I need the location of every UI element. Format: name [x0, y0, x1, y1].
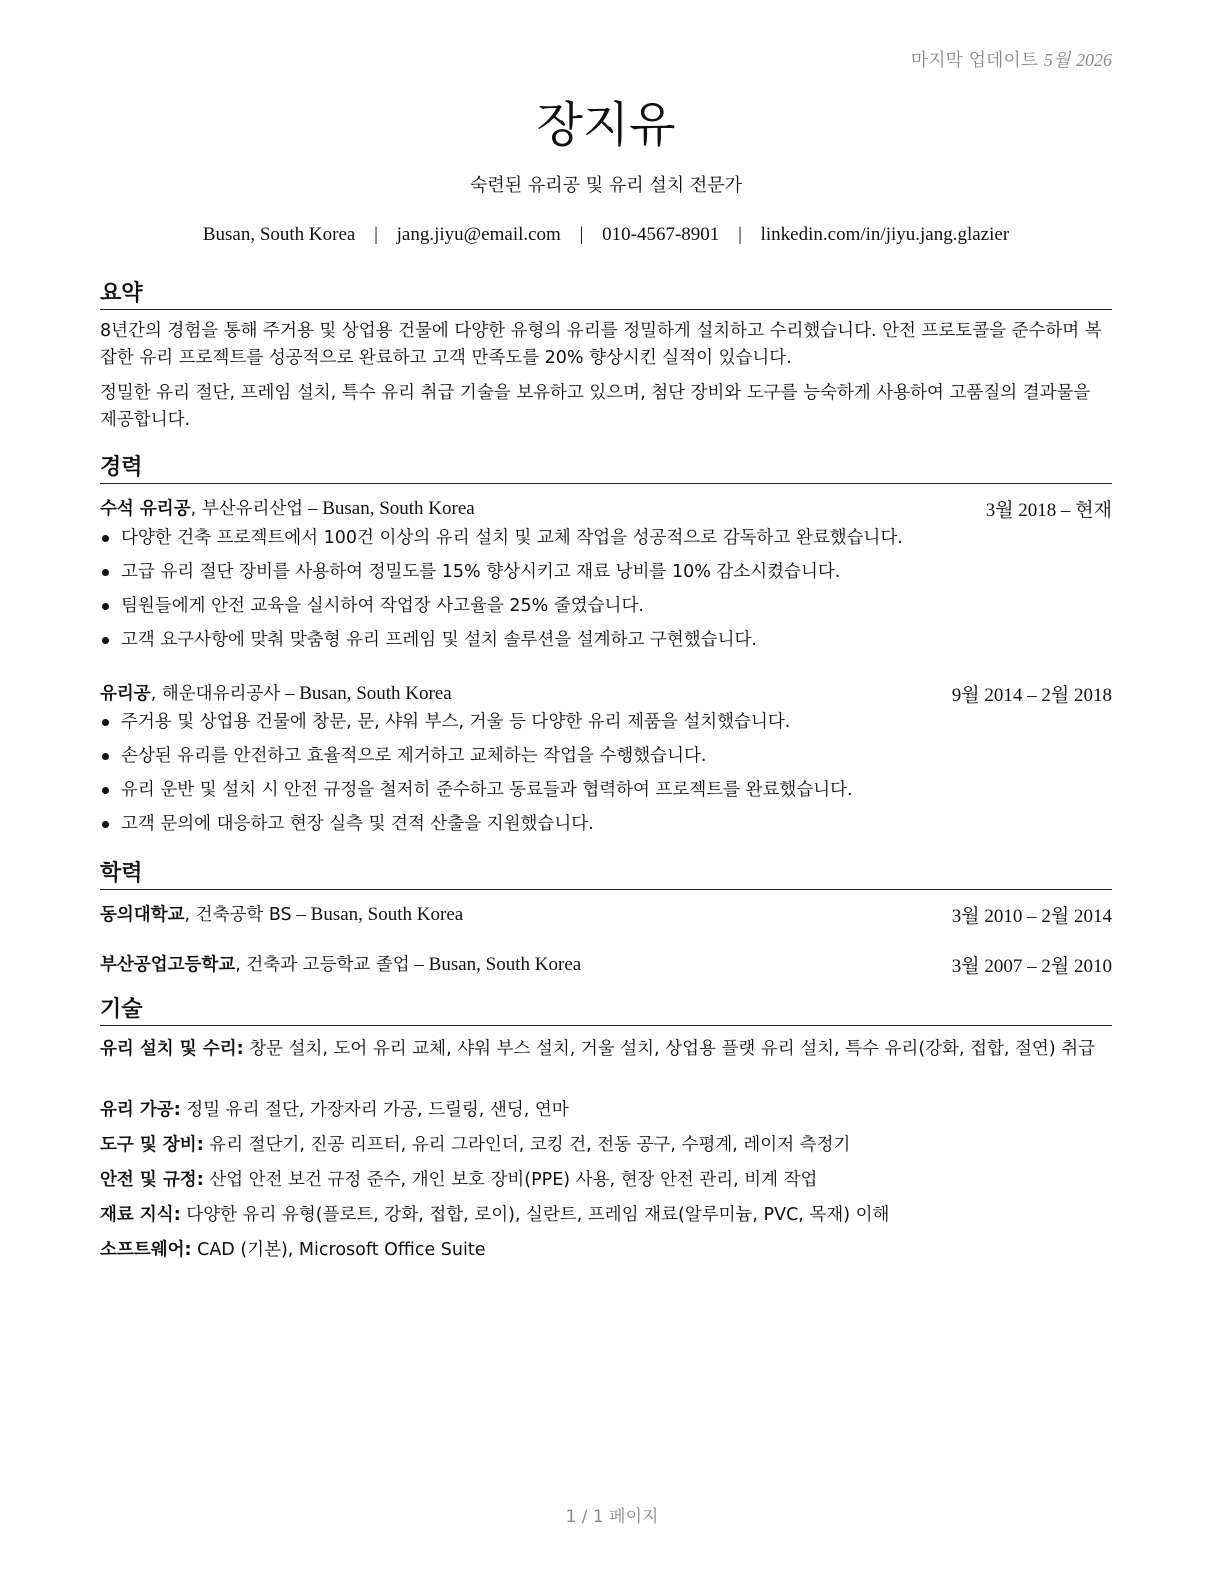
contact-separator: | — [579, 224, 584, 245]
skill-label: 소프트웨어: — [100, 1240, 192, 1260]
page-number: 1 / 1 페이지 — [565, 1507, 659, 1527]
education-dates: 3월 2010 – 2월 2014 — [951, 906, 1112, 927]
education-school: 동의대학교 — [100, 905, 185, 925]
bullet-icon — [102, 753, 109, 760]
list-item: 고객 요구사항에 맞춰 맞춤형 유리 프레임 및 설치 솔루션을 설계하고 구현했습니다. — [100, 626, 1112, 660]
education-item: 동의대학교, 건축공학 BS – Busan, South Korea 3월 2010 – 2월 2014 — [100, 901, 1112, 927]
skill-text: CAD (기본), Microsoft Office Suite — [197, 1240, 486, 1260]
skill-text: 다양한 유리 유형(플로트, 강화, 접합, 로이), 실란트, 프레임 재료(알루미늄, PVC, 목재) 이해 — [186, 1205, 890, 1225]
education-school: 부산공업고등학교 — [100, 955, 236, 975]
education-location: Busan, South Korea — [428, 954, 582, 975]
contact-separator: | — [738, 224, 742, 245]
bullet-icon — [102, 719, 109, 726]
education-item: 부산공업고등학교, 건축과 고등학교 졸업 – Busan, South Korea 3월 2007 – 2월 2010 — [100, 951, 1112, 977]
job-header: 유리공, 해운대유리공사 – Busan, South Korea 9월 2014 – 2월 2018 — [100, 680, 1112, 706]
section-title-education: 학력 — [100, 856, 1112, 890]
job-company: 부산유리산업 — [201, 499, 304, 519]
list-item: 고급 유리 절단 장비를 사용하여 정밀도를 15% 향상시키고 재료 낭비를 10% 감소시켰습니다. — [100, 558, 1112, 592]
contact-line — [100, 224, 1112, 246]
education-location: Busan, South Korea — [310, 904, 464, 925]
section-title-summary: 요약 — [100, 276, 1112, 310]
section-title-experience: 경력 — [100, 450, 1112, 484]
skill-text: 정밀 유리 절단, 가장자리 가공, 드릴링, 샌딩, 연마 — [186, 1100, 569, 1120]
job-role: 수석 유리공 — [100, 499, 191, 519]
skill-text: 창문 설치, 도어 유리 교체, 샤워 부스 설치, 거울 설치, 상업용 플랫 유리 설치, 특수 유리(강화, 접합, 절연) 취급 — [249, 1039, 1096, 1059]
bullet-icon — [102, 821, 109, 828]
skill-item — [100, 1237, 1112, 1264]
job-header: 수석 유리공, 부산유리산업 – Busan, South Korea 3월 2018 – 현재 — [100, 495, 1112, 521]
last-updated-month: 5월 — [1043, 50, 1071, 70]
job-role: 유리공 — [100, 684, 151, 704]
bullet-icon — [102, 569, 109, 576]
skill-label: 도구 및 장비: — [100, 1135, 204, 1155]
skill-item — [100, 1202, 1112, 1229]
section-title-skills: 기술 — [100, 992, 1112, 1026]
list-item: 고객 문의에 대응하고 현장 실측 및 견적 산출을 지원했습니다. — [100, 810, 1112, 844]
skill-label: 유리 설치 및 수리: — [100, 1039, 244, 1059]
contact-email[interactable]: jang.jiyu@email.com — [396, 224, 561, 245]
education-dates: 3월 2007 – 2월 2010 — [951, 956, 1112, 977]
education-degree: 건축공학 BS — [195, 905, 292, 925]
candidate-name: 장지유 — [536, 97, 676, 153]
job-bullets — [100, 708, 1112, 844]
job-dates: 3월 2018 – 현재 — [985, 500, 1112, 521]
bullet-icon — [102, 637, 109, 644]
bullet-icon — [102, 787, 109, 794]
contact-separator: | — [374, 224, 378, 245]
job-company: 해운대유리공사 — [161, 684, 281, 704]
candidate-tagline: 숙련된 유리공 및 유리 설치 전문가 — [469, 175, 743, 196]
job-bullets — [100, 524, 1112, 660]
last-updated-year: 2026 — [1076, 50, 1112, 70]
skill-label: 안전 및 규정: — [100, 1170, 204, 1190]
list-item: 팀원들에게 안전 교육을 실시하여 작업장 사고율을 25% 줄였습니다. — [100, 592, 1112, 626]
skill-item — [100, 1132, 1112, 1159]
list-item: 다양한 건축 프로젝트에서 100건 이상의 유리 설치 및 교체 작업을 성공적으로 감독하고 완료했습니다. — [100, 524, 1112, 558]
job-dates: 9월 2014 – 2월 2018 — [951, 685, 1112, 706]
skill-text: 유리 절단기, 진공 리프터, 유리 그라인더, 코킹 건, 전동 공구, 수평계, 레이저 측정기 — [209, 1135, 851, 1155]
list-item: 주거용 및 상업용 건물에 창문, 문, 샤워 부스, 거울 등 다양한 유리 제품을 설치했습니다. — [100, 708, 1112, 742]
skill-text: 산업 안전 보건 규정 준수, 개인 보호 장비(PPE) 사용, 현장 안전 관리, 비계 작업 — [209, 1170, 818, 1190]
job-location: Busan, South Korea — [299, 683, 452, 704]
list-item: 유리 운반 및 설치 시 안전 규정을 철저히 준수하고 동료들과 협력하여 프로젝트를 완료했습니다. — [100, 776, 1112, 810]
summary-paragraph: 정밀한 유리 절단, 프레임 설치, 특수 유리 취급 기술을 보유하고 있으며, 첨단 장비와 도구를 능숙하게 사용하여 고품질의 결과물을 제공합니다. — [100, 383, 1091, 430]
skill-label: 재료 지식: — [100, 1205, 181, 1225]
job-location: Busan, South Korea — [322, 498, 475, 519]
last-updated-label: 마지막 업데이트 — [910, 50, 1039, 71]
education-degree: 건축과 고등학교 졸업 — [246, 955, 410, 975]
skill-label: 유리 가공: — [100, 1100, 181, 1120]
summary-paragraph: 8년간의 경험을 통해 주거용 및 상업용 건물에 다양한 유형의 유리를 정밀하게 설치하고 수리했습니다. 안전 프로토콜을 준수하며 복잡한 유리 프로젝트를 성공적으로 완료하고 고객 만족도를 20% 향상시킨 실적이 있습니다. — [100, 321, 1102, 368]
last-updated — [911, 46, 1112, 72]
skill-item — [100, 1036, 1112, 1063]
skill-item — [100, 1167, 1112, 1194]
contact-location: Busan, South Korea — [202, 224, 356, 245]
bullet-icon — [102, 603, 109, 610]
list-item: 손상된 유리를 안전하고 효율적으로 제거하고 교체하는 작업을 수행했습니다. — [100, 742, 1112, 776]
bullet-icon — [102, 535, 109, 542]
contact-linkedin[interactable]: linkedin.com/in/jiyu.jang.glazier — [760, 224, 1010, 245]
contact-phone[interactable]: 010-4567-8901 — [602, 224, 720, 245]
skill-item — [100, 1097, 1112, 1124]
